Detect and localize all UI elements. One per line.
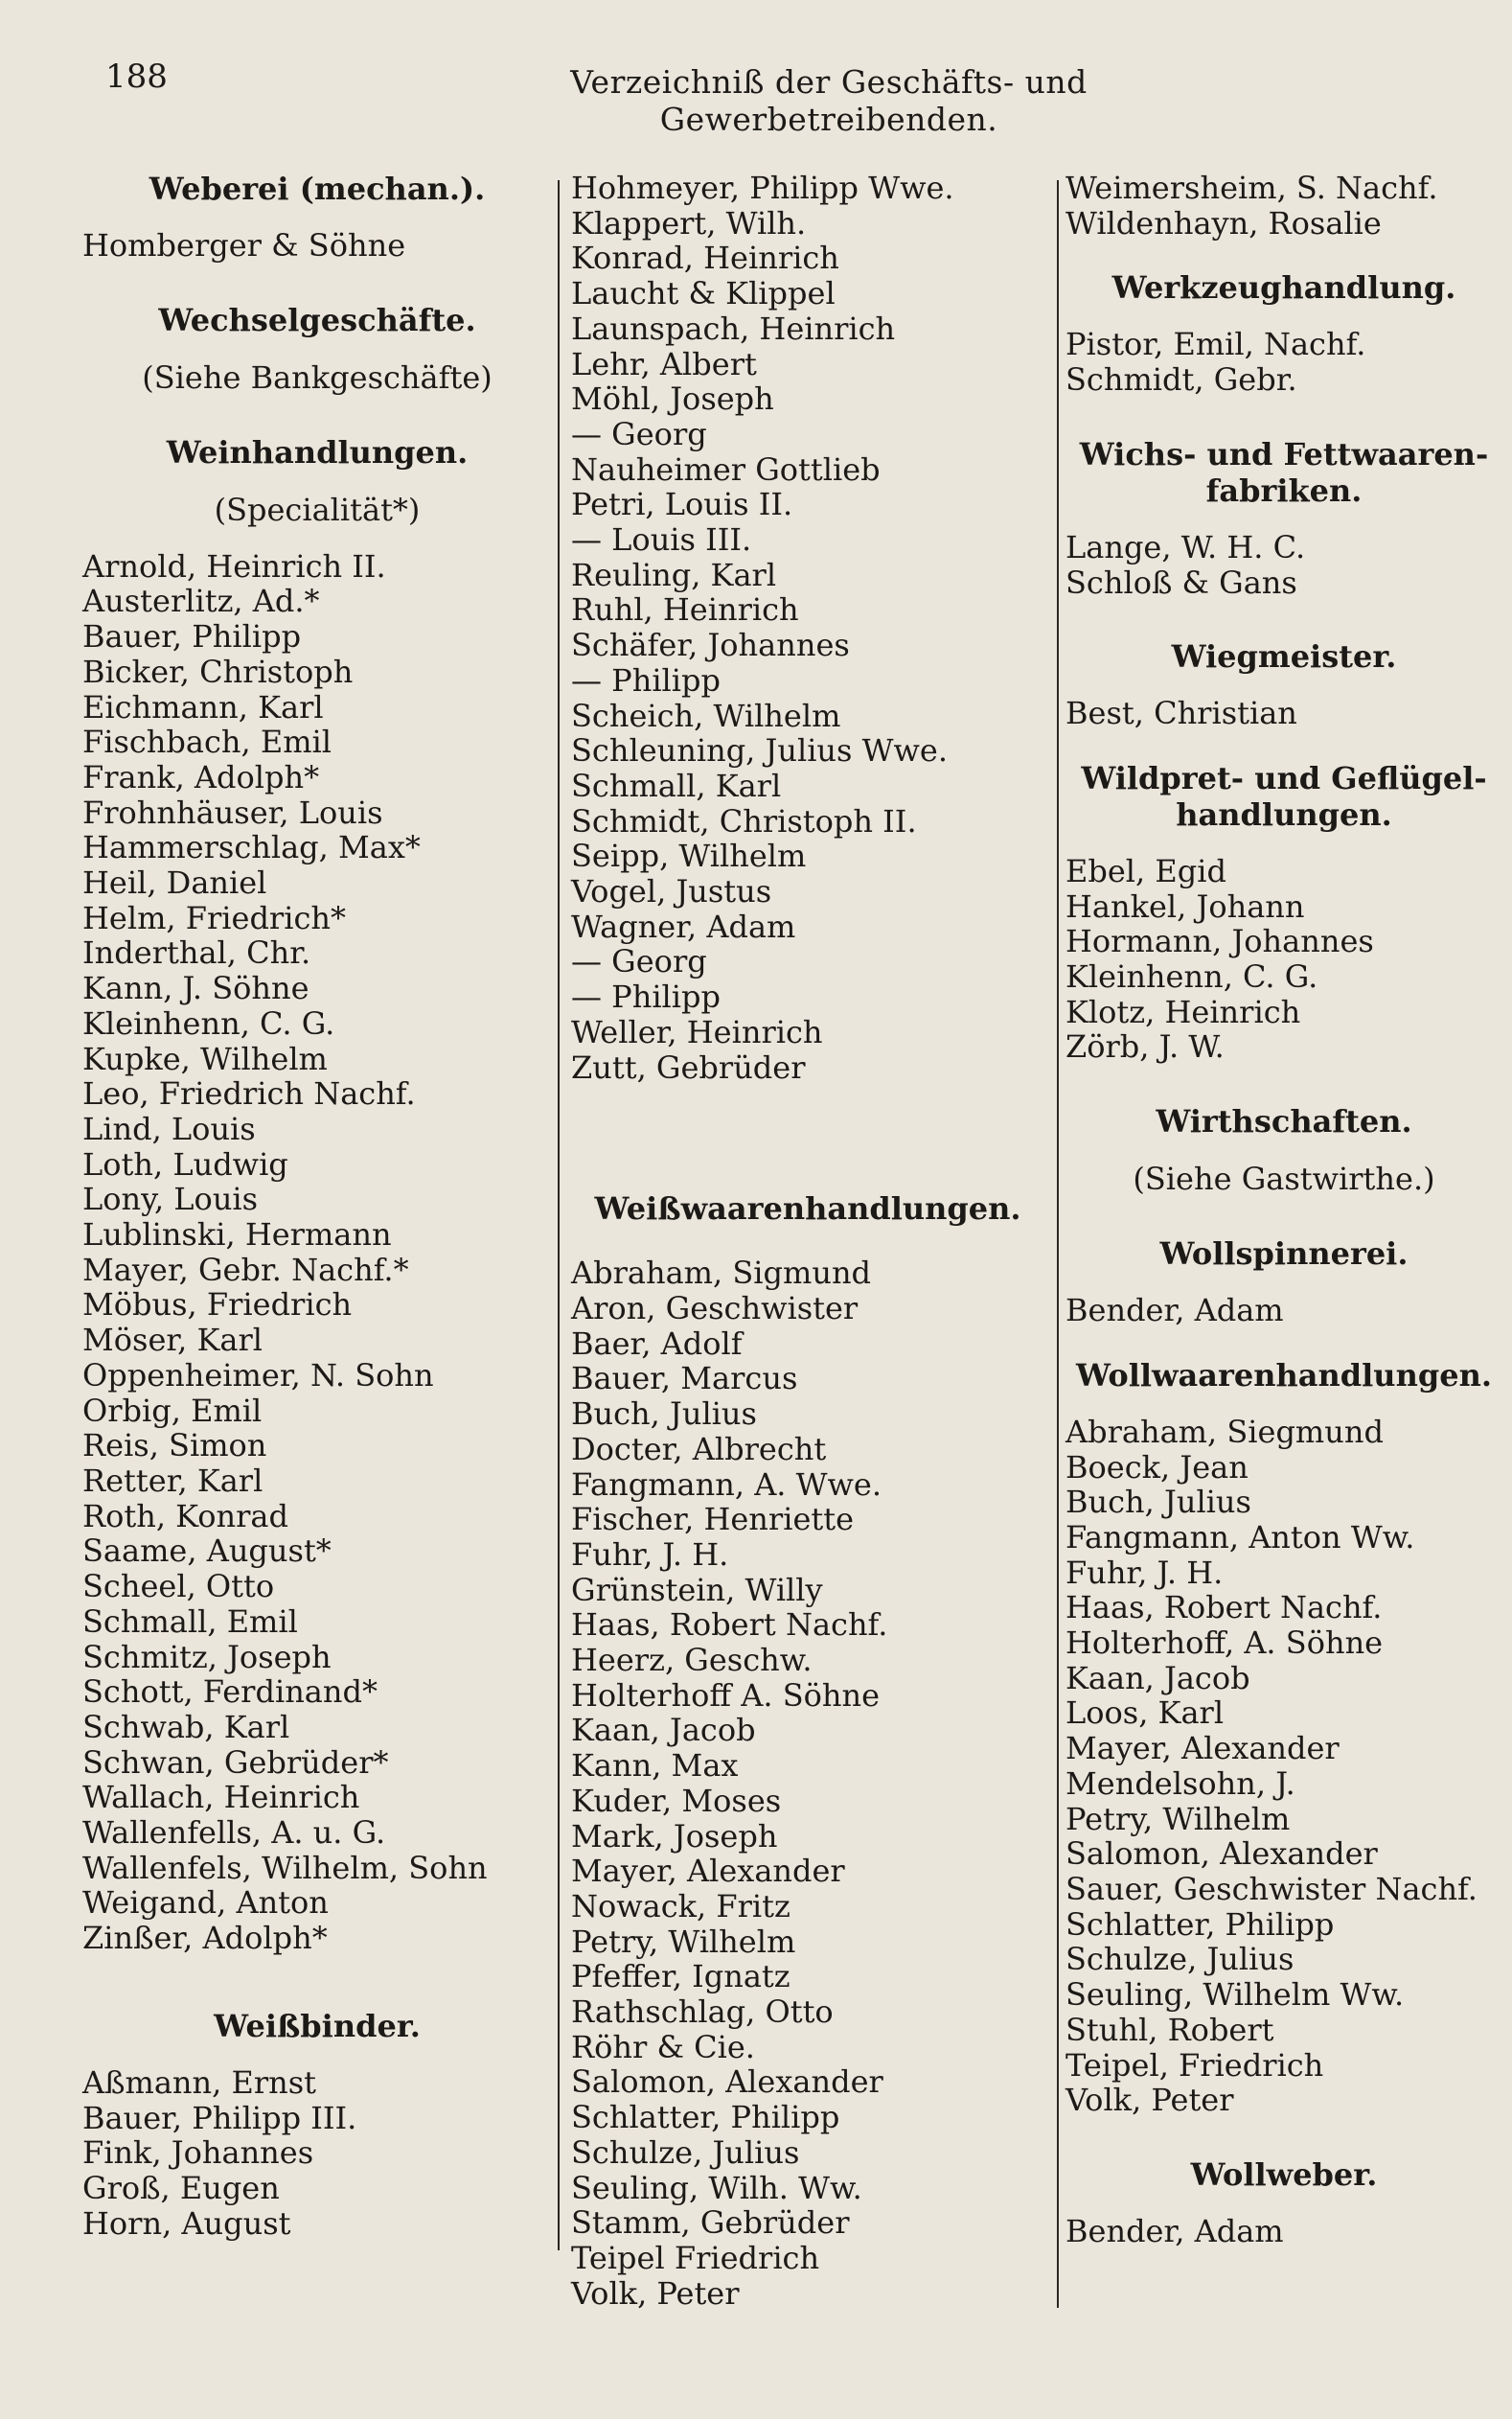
directory-entry: Boeck, Jean: [1065, 1448, 1249, 1486]
section-note: (Siehe Bankgeschäfte): [142, 358, 493, 396]
directory-entry: Launspach, Heinrich: [571, 310, 896, 347]
directory-entry: Wallenfells, A. u. G.: [82, 1814, 386, 1852]
directory-entry: Laucht & Klippel: [571, 275, 836, 312]
directory-entry: Nowack, Fritz: [571, 1887, 790, 1924]
directory-entry: Hormann, Johannes: [1065, 923, 1374, 960]
directory-entry: Stuhl, Robert: [1065, 2011, 1274, 2048]
directory-entry: — Philipp: [571, 661, 721, 699]
directory-entry: Nauheimer Gottlieb: [571, 450, 881, 488]
directory-entry: Bauer, Philipp III.: [82, 2099, 357, 2136]
directory-entry: Zörb, J. W.: [1065, 1028, 1225, 1066]
directory-entry: Schmidt, Christoph II.: [571, 802, 917, 840]
directory-entry: Schott, Ferdinand*: [82, 1673, 378, 1711]
directory-entry: Schmall, Karl: [571, 767, 782, 804]
directory-entry: Oppenheimer, N. Sohn: [82, 1356, 434, 1394]
section-heading: Wiegmeister.: [1171, 638, 1397, 676]
running-title: Verzeichniß der Geschäfts- und Gewerbetreibenden.: [570, 63, 1088, 138]
entry-list: [1065, 171, 1502, 241]
directory-entry: Schwab, Karl: [82, 1708, 290, 1745]
column-divider-2: [1057, 180, 1059, 2308]
directory-entry: Schmidt, Gebr.: [1065, 361, 1297, 399]
directory-entry: Eichmann, Karl: [82, 688, 324, 726]
directory-entry: Haas, Robert Nachf.: [1065, 1589, 1383, 1626]
directory-entry: Seipp, Wilhelm: [571, 838, 807, 875]
directory-entry: Salomon, Alexander: [1065, 1835, 1378, 1873]
directory-entry: Seuling, Wilhelm Ww.: [1065, 1976, 1405, 2014]
directory-entry: Teipel Friedrich: [571, 2239, 820, 2276]
directory-entry: Retter, Karl: [82, 1462, 263, 1499]
directory-entry: Helm, Friedrich*: [82, 899, 346, 936]
directory-entry: — Philipp: [571, 979, 721, 1016]
section-heading: Weißwaarenhandlungen.: [594, 1190, 1021, 1228]
entry-list: [1065, 2214, 1502, 2249]
section-heading: Wollwaarenhandlungen.: [1076, 1356, 1492, 1394]
directory-entry: Loth, Ludwig: [82, 1145, 288, 1183]
directory-entry: Bauer, Marcus: [571, 1360, 798, 1397]
directory-entry: Pfeffer, Ignatz: [571, 1958, 790, 1995]
column-divider-1: [558, 180, 560, 2250]
directory-entry: Fuhr, J. H.: [571, 1535, 729, 1573]
directory-entry: Schlatter, Philipp: [571, 2099, 840, 2136]
directory-entry: Fangmann, A. Wwe.: [571, 1465, 882, 1503]
directory-entry: Aßmann, Ernst: [82, 2063, 317, 2101]
directory-entry: Fuhr, J. H.: [1065, 1554, 1224, 1591]
directory-entry: Lind, Louis: [82, 1110, 256, 1147]
directory-entry: Frank, Adolph*: [82, 758, 320, 795]
directory-entry: Klappert, Wilh.: [571, 204, 807, 242]
directory-entry: Heerz, Geschw.: [571, 1642, 813, 1679]
directory-entry: Mendelsohn, J.: [1065, 1764, 1295, 1802]
directory-entry: Möser, Karl: [82, 1322, 263, 1359]
section-heading: Wichs- und Fettwaaren-: [1079, 435, 1489, 472]
directory-entry: Scheel, Otto: [82, 1568, 275, 1605]
directory-entry: Röhr & Cie.: [571, 2028, 755, 2065]
directory-entry: Bender, Adam: [1065, 1292, 1284, 1329]
directory-entry: Petri, Louis II.: [571, 486, 793, 523]
directory-entry: Hammerschlag, Max*: [82, 829, 421, 866]
directory-entry: Zutt, Gebrüder: [571, 1048, 806, 1086]
directory-entry: Schlatter, Philipp: [1065, 1905, 1335, 1943]
directory-entry: Ruhl, Heinrich: [571, 591, 799, 629]
section-note: (Specialität*): [214, 491, 421, 528]
directory-entry: Austerlitz, Ad.*: [82, 583, 320, 620]
directory-entry: Lehr, Albert: [571, 345, 757, 382]
entry-list: [1065, 1293, 1502, 1328]
directory-entry: — Georg: [571, 943, 707, 980]
page-header: [0, 58, 1512, 138]
entry-list: [82, 2065, 552, 2242]
directory-entry: Buch, Julius: [1065, 1484, 1251, 1521]
directory-entry: Leo, Friedrich Nachf.: [82, 1075, 416, 1113]
entry-list: [1065, 696, 1502, 731]
directory-entry: Groß, Eugen: [82, 2169, 280, 2206]
section-heading: Wollspinnerei.: [1159, 1235, 1409, 1273]
directory-entry: Abraham, Sigmund: [571, 1255, 872, 1292]
entry-list: [1065, 530, 1502, 600]
directory-entry: Abraham, Siegmund: [1065, 1413, 1384, 1450]
directory-entry: Aron, Geschwister: [571, 1289, 859, 1326]
directory-entry: Reis, Simon: [82, 1427, 267, 1464]
directory-entry: Bicker, Christoph: [82, 653, 354, 690]
directory-entry: Klotz, Heinrich: [1065, 993, 1301, 1030]
directory-entry: Volk, Peter: [571, 2274, 740, 2312]
directory-entry: Arnold, Heinrich II.: [82, 547, 386, 585]
directory-entry: Inderthal, Chr.: [82, 934, 311, 972]
directory-entry: Kupke, Wilhelm: [82, 1040, 328, 1077]
directory-entry: Mayer, Alexander: [1065, 1730, 1340, 1767]
directory-entry: Fischbach, Emil: [82, 724, 332, 761]
section-heading: Wollweber.: [1190, 2155, 1378, 2193]
directory-entry: Lublinski, Hermann: [82, 1216, 392, 1254]
directory-entry: — Georg: [571, 415, 707, 452]
directory-entry: Grünstein, Willy: [571, 1571, 823, 1608]
directory-entry: Reuling, Karl: [571, 556, 777, 593]
directory-entry: Docter, Albrecht: [571, 1430, 827, 1467]
directory-entry: Schulze, Julius: [1065, 1941, 1294, 1978]
directory-entry: Stamm, Gebrüder: [571, 2204, 850, 2242]
section-heading-continued: fabriken.: [1205, 472, 1363, 509]
directory-entry: Kann, J. Söhne: [82, 970, 309, 1007]
entry-list: [82, 228, 552, 264]
directory-entry: Baer, Adolf: [571, 1325, 743, 1362]
directory-entry: Weigand, Anton: [82, 1884, 329, 1922]
directory-entry: Wildenhayn, Rosalie: [1065, 204, 1382, 242]
directory-entry: Holterhoff, A. Söhne: [1065, 1624, 1384, 1662]
directory-entry: Saame, August*: [82, 1532, 332, 1570]
directory-entry: Schmall, Emil: [82, 1602, 298, 1640]
entry-list: [571, 1256, 1044, 2311]
directory-entry: Mayer, Gebr. Nachf.*: [82, 1251, 409, 1288]
column-2: [571, 171, 1044, 2311]
directory-entry: Pistor, Emil, Nachf.: [1065, 326, 1366, 363]
section-heading: Wirthschaften.: [1156, 1103, 1412, 1140]
directory-entry: Seuling, Wilh. Ww.: [571, 2169, 862, 2206]
directory-entry: Bauer, Philipp: [82, 618, 302, 656]
directory-entry: Kaan, Jacob: [571, 1712, 756, 1749]
directory-entry: Frohnhäuser, Louis: [82, 794, 383, 831]
directory-entry: Holterhoff A. Söhne: [571, 1676, 881, 1714]
directory-entry: Kann, Max: [571, 1747, 739, 1785]
section-heading-continued: handlungen.: [1176, 795, 1392, 833]
section-heading: Weißbinder.: [214, 2007, 421, 2044]
directory-entry: Salomon, Alexander: [571, 2063, 883, 2101]
directory-entry: Best, Christian: [1065, 695, 1297, 732]
directory-entry: Scheich, Wilhelm: [571, 697, 841, 734]
section-heading: Wechselgeschäfte.: [158, 301, 476, 338]
directory-entry: Lange, W. H. C.: [1065, 528, 1306, 565]
directory-entry: Loos, Karl: [1065, 1694, 1225, 1732]
directory-entry: Haas, Robert Nachf.: [571, 1606, 888, 1644]
directory-entry: Konrad, Heinrich: [571, 240, 839, 277]
directory-entry: Orbig, Emil: [82, 1392, 263, 1429]
directory-entry: Sauer, Geschwister Nachf.: [1065, 1870, 1478, 1907]
directory-entry: Lony, Louis: [82, 1181, 259, 1218]
directory-entry: Buch, Julius: [571, 1395, 757, 1433]
directory-entry: Schwan, Gebrüder*: [82, 1743, 389, 1781]
directory-entry: Kleinhenn, C. G.: [1065, 958, 1318, 996]
directory-entry: Petry, Wilhelm: [571, 1923, 796, 1960]
directory-entry: Fink, Johannes: [82, 2134, 314, 2172]
column-1: [82, 171, 552, 2241]
directory-entry: Schmitz, Joseph: [82, 1638, 332, 1675]
directory-entry: Wallach, Heinrich: [82, 1779, 360, 1816]
directory-entry: Möbus, Friedrich: [82, 1286, 353, 1324]
directory-entry: Bender, Adam: [1065, 2212, 1284, 2249]
entry-list: [1065, 327, 1502, 397]
directory-entry: Rathschlag, Otto: [571, 1993, 834, 2031]
directory-entry: Mark, Joseph: [571, 1817, 778, 1855]
directory-entry: Kleinhenn, C. G.: [82, 1004, 335, 1042]
entry-list: [1065, 1415, 1502, 2118]
directory-entry: Petry, Wilhelm: [1065, 1800, 1291, 1837]
directory-entry: Kaan, Jacob: [1065, 1659, 1250, 1696]
directory-entry: Ebel, Egid: [1065, 852, 1226, 889]
page-number: 188: [105, 58, 168, 96]
section-heading: Weinhandlungen.: [166, 433, 469, 471]
directory-entry: Fangmann, Anton Ww.: [1065, 1518, 1415, 1555]
section-heading: Weberei (mechan.).: [149, 171, 486, 207]
directory-entry: Wagner, Adam: [571, 908, 796, 945]
entry-list: [1065, 854, 1502, 1065]
directory-entry: Schäfer, Johannes: [571, 627, 850, 664]
directory-entry: Schulze, Julius: [571, 2133, 800, 2171]
section-heading: Wildpret- und Geflügel-: [1081, 759, 1487, 796]
directory-entry: Teipel, Friedrich: [1065, 2046, 1324, 2084]
directory-entry: Weller, Heinrich: [571, 1013, 823, 1050]
entry-list: [571, 171, 1044, 1085]
directory-entry: Roth, Konrad: [82, 1497, 288, 1534]
directory-entry: Schleuning, Julius Wwe.: [571, 732, 949, 770]
directory-entry: Volk, Peter: [1065, 2082, 1234, 2119]
directory-entry: Weimersheim, S. Nachf.: [1065, 170, 1438, 206]
directory-entry: Zinßer, Adolph*: [82, 1920, 328, 1957]
directory-entry: Vogel, Justus: [571, 873, 772, 910]
directory-entry: Möhl, Joseph: [571, 380, 774, 418]
directory-entry: Heil, Daniel: [82, 864, 267, 902]
directory-entry: Schloß & Gans: [1065, 564, 1297, 601]
directory-entry: Kuder, Moses: [571, 1782, 782, 1819]
directory-entry: Hohmeyer, Philipp Wwe.: [571, 170, 954, 206]
directory-entry: Hankel, Johann: [1065, 887, 1305, 925]
section-heading: Werkzeughandlung.: [1111, 269, 1456, 307]
directory-entry: Mayer, Alexander: [571, 1853, 845, 1890]
entry-list: [82, 549, 552, 1956]
directory-entry: Fischer, Henriette: [571, 1501, 855, 1538]
directory-entry: Horn, August: [82, 2204, 291, 2242]
directory-entry: — Louis III.: [571, 521, 752, 559]
directory-entry: Wallenfels, Wilhelm, Sohn: [82, 1849, 488, 1886]
section-note: (Siehe Gastwirthe.): [1133, 1161, 1435, 1198]
directory-entry: Homberger & Söhne: [82, 227, 406, 264]
column-3: [1065, 171, 1502, 2249]
